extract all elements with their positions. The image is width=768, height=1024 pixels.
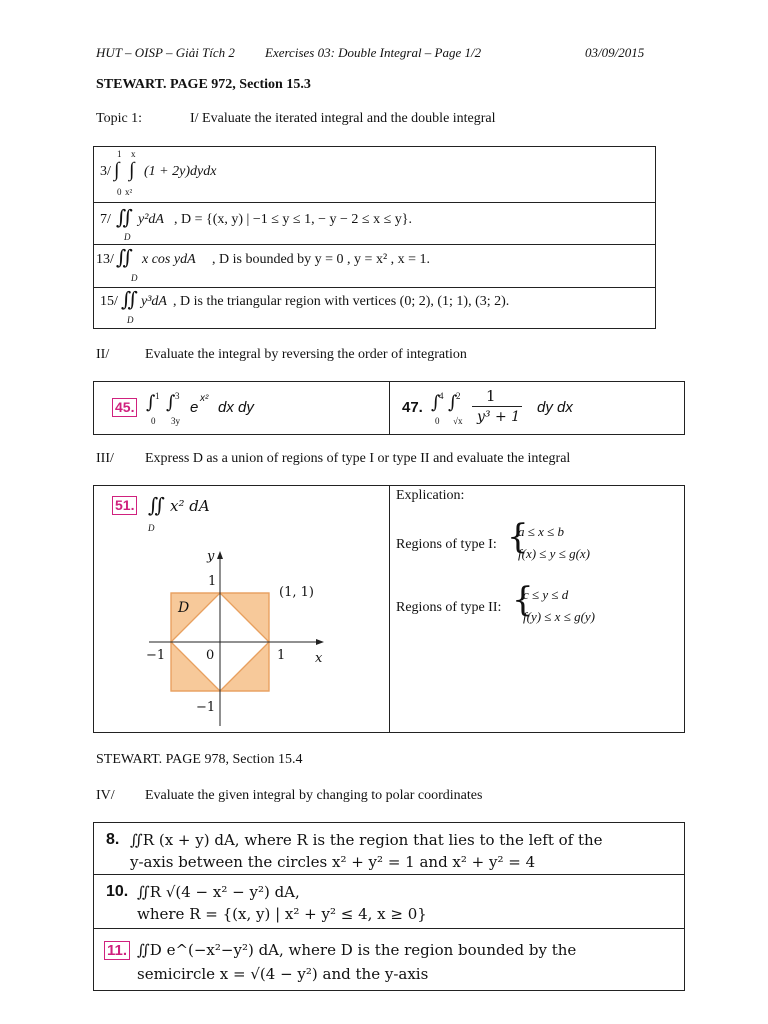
corner-label: (1, 1) — [279, 585, 314, 600]
region-subscript: D — [127, 315, 134, 325]
double-integral-sign: ∬ — [148, 495, 166, 517]
upper-limit: 4 — [439, 391, 444, 401]
part3-heading: Express D as a union of regions of type I or type II and evaluate the integral — [145, 451, 571, 466]
region-label: D — [178, 600, 190, 616]
x-axis-label: x — [315, 651, 323, 666]
type1-line1: a ≤ x ≤ b — [518, 524, 565, 539]
integral-sign: ∫ — [431, 392, 441, 413]
y-axis-label: y — [207, 549, 215, 564]
problem-7 — [93, 202, 656, 245]
problem-3 — [93, 146, 656, 203]
upper-limit: x — [131, 149, 136, 159]
explication-panel — [389, 485, 685, 733]
part2-heading: Evaluate the integral by reversing the order of integration — [145, 347, 467, 362]
x-axis-arrow — [316, 639, 324, 645]
problem-number: 47. — [402, 399, 423, 416]
problem-8 — [93, 822, 685, 875]
type1-line2: f(x) ≤ y ≤ g(x) — [518, 546, 591, 561]
upper-limit: 1 — [155, 391, 160, 401]
problem-line2: semicircle x = √(4 − y²) and the y-axis — [137, 965, 429, 983]
double-integral-sign: ∬ — [116, 207, 134, 229]
problem-number: 8. — [106, 831, 120, 848]
integrand: y³dA — [141, 294, 167, 309]
integrand: (1 + 2y)dydx — [144, 164, 217, 179]
region-subscript: D — [124, 232, 131, 242]
integrand: e — [190, 399, 199, 416]
region-subscript: D — [148, 523, 155, 533]
problem-line1: ∬R √(4 − x² − y²) dA, — [137, 883, 300, 901]
region-graph — [94, 486, 391, 734]
problem-45 — [93, 381, 390, 435]
problem-badge: 11. — [104, 941, 130, 960]
problem-line1: ∬R (x + y) dA, where R is the region that lies to the left of the — [130, 831, 603, 849]
type2-label: Regions of type II: — [396, 600, 502, 615]
type2-line2: f(y) ≤ x ≤ g(y) — [523, 609, 596, 624]
fraction-numerator: 1 — [486, 387, 496, 405]
header-exercise: Exercises 03: Double Integral – Page 1/2 — [265, 45, 482, 60]
problem-51 — [93, 485, 390, 733]
problem-number: 10. — [106, 883, 129, 900]
part4-label: IV/ — [96, 788, 115, 803]
tick-label: −1 — [196, 700, 216, 715]
upper-limit: 3 — [175, 391, 180, 401]
y-axis-arrow — [217, 551, 223, 559]
lower-limit: 0 — [151, 416, 156, 426]
lower-limit: √x — [453, 416, 463, 426]
problem-badge: 51. — [112, 496, 137, 515]
problem-number: 15/ — [100, 294, 118, 309]
part1-heading: I/ Evaluate the iterated integral and the double integral — [190, 111, 496, 126]
problem-number: 7/ — [100, 212, 111, 227]
brace: { — [507, 517, 529, 557]
problem-line1: ∬D e^(−x²−y²) dA, where D is the region bounded by the — [137, 941, 577, 959]
tick-label: −1 — [146, 648, 166, 663]
type2-line1: c ≤ y ≤ d — [523, 587, 569, 602]
fraction-bar — [472, 406, 522, 407]
brace: { — [512, 580, 534, 620]
integral-sign: ∫ — [129, 159, 135, 181]
problem-text: , D is bounded by y = 0 , y = x² , x = 1. — [212, 252, 431, 267]
problem-10 — [93, 874, 685, 929]
lower-limit: 0 — [117, 187, 122, 197]
exponent: x² — [200, 393, 209, 404]
problem-number: 3/ — [100, 164, 111, 179]
part2-label: II/ — [96, 347, 110, 362]
problem-47 — [389, 381, 685, 435]
integral-sign: ∫ — [114, 159, 120, 181]
fraction-denominator: y³ + 1 — [477, 409, 521, 425]
topic-label: Topic 1: — [96, 111, 143, 126]
part4-heading: Evaluate the given integral by changing to polar coordinates — [145, 788, 483, 803]
problem-badge: 45. — [112, 398, 137, 417]
problem-text: , D is the triangular region with vertices (0; 2), (1; 1), (3; 2). — [173, 294, 510, 309]
region-subscript: D — [131, 273, 138, 283]
header-date: 03/09/2015 — [585, 45, 645, 60]
integrand: y²dA — [138, 212, 164, 227]
upper-limit: 2 — [456, 391, 461, 401]
lower-limit: 0 — [435, 416, 440, 426]
integrand: x² dA — [170, 497, 210, 515]
double-integral-sign: ∬ — [116, 247, 134, 269]
problem-13 — [93, 244, 656, 288]
integral-sign: ∫ — [448, 392, 458, 413]
header-course: HUT – OISP – Giải Tích 2 — [96, 45, 235, 60]
integral-sign: ∫ — [146, 392, 156, 413]
problem-line2: y-axis between the circles x² + y² = 1 and x² + y² = 4 — [130, 853, 536, 871]
problem-11 — [93, 928, 685, 991]
integrand: x cos ydA — [142, 252, 196, 267]
differentials: dx dy — [218, 399, 254, 416]
lower-limit: 3y — [171, 416, 180, 426]
type1-label: Regions of type I: — [396, 537, 497, 552]
problem-line2: where R = {(x, y) | x² + y² ≤ 4, x ≥ 0} — [137, 905, 427, 923]
differentials: dy dx — [537, 399, 573, 416]
double-integral-sign: ∬ — [121, 289, 139, 311]
problem-15 — [93, 287, 656, 329]
tick-label: 1 — [277, 648, 286, 663]
upper-limit: 1 — [117, 149, 122, 159]
origin-label: 0 — [206, 648, 215, 663]
section1-title: STEWART. PAGE 972, Section 15.3 — [96, 77, 311, 92]
section2-title: STEWART. PAGE 978, Section 15.4 — [96, 752, 303, 767]
integral-sign: ∫ — [166, 392, 176, 413]
problem-number: 13/ — [96, 252, 114, 267]
problem-text: , D = {(x, y) | −1 ≤ y ≤ 1, − y − 2 ≤ x ≤ y}. — [174, 212, 412, 227]
tick-label: 1 — [208, 574, 217, 589]
explication-title: Explication: — [396, 488, 465, 503]
lower-limit: x² — [125, 187, 133, 197]
part3-label: III/ — [96, 451, 114, 466]
